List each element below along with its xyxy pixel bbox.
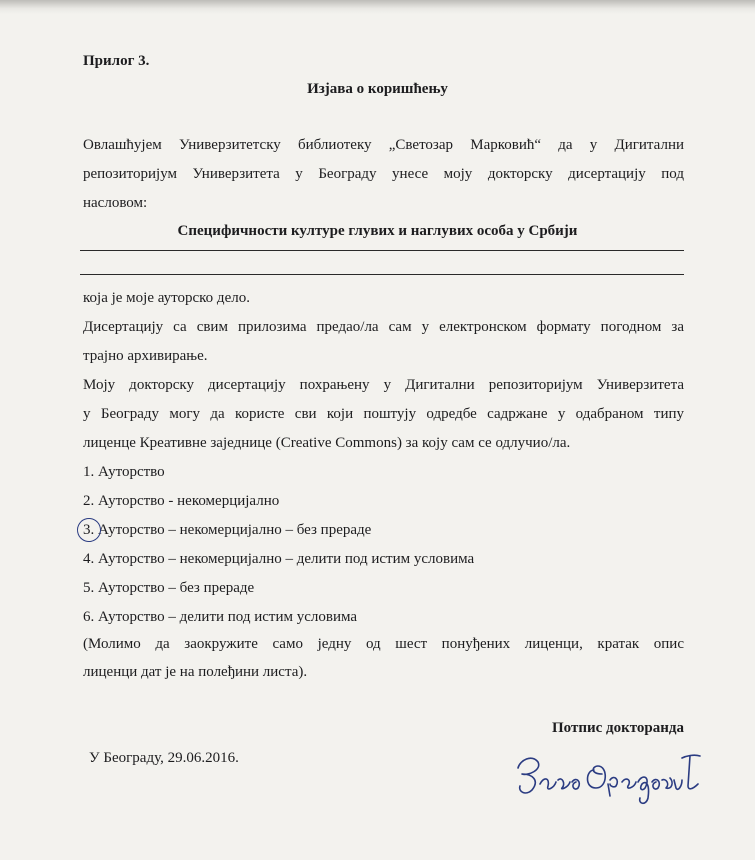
license-option[interactable]: [83, 574, 474, 603]
intro-line: репозиторијум Универзитета у Београду унесе моју докторску дисертацију под: [83, 166, 684, 182]
usage-line: лиценце Креативне заједнице (Creative Commons) за коју сам се одлучио/ла.: [83, 435, 571, 451]
selection-circle-icon: [75, 516, 103, 544]
license-option-selected[interactable]: [83, 516, 474, 545]
license-label: 3. Ауторство – некомерцијално – без прераде: [83, 522, 372, 538]
license-option[interactable]: [83, 545, 474, 574]
license-label: 1. Ауторство: [83, 464, 165, 480]
signature-label: Потпис докторанда: [551, 720, 684, 736]
scan-edge: [0, 0, 755, 14]
page-title: Изјава о коришћењу: [307, 81, 448, 97]
title-underline: [80, 250, 684, 251]
title-underline-2: [80, 274, 684, 275]
intro-line: Овлашћујем Универзитетску библиотеку „Светозар Марковић“ да у Дигитални: [83, 137, 684, 153]
note-line: лиценци дат је на полеђини листа).: [83, 664, 308, 680]
handwritten-signature: [510, 740, 710, 810]
dissertation-title: Специфичности културе глувих и наглувих особа у Србији: [177, 223, 578, 239]
attachment-label: Прилог 3.: [83, 53, 150, 69]
usage-line: Моју докторску дисертацију похрањену у Дигитални репозиторијум Универзитета: [83, 377, 684, 393]
submission-line: Дисертацију са свим прилозима предао/ла сам у електронском формату погодном за: [83, 319, 684, 335]
submission-line: трајно архивирање.: [83, 348, 208, 364]
license-label: 4. Ауторство – некомерцијално – делити под истим условима: [83, 551, 475, 567]
license-label: 2. Ауторство - некомерцијално: [83, 493, 280, 509]
place-date: У Београду, 29.06.2016.: [89, 750, 239, 766]
license-label: 6. Ауторство – делити под истим условима: [83, 609, 358, 625]
license-option[interactable]: [83, 487, 474, 516]
authorship-line: која је моје ауторско дело.: [83, 290, 250, 306]
usage-line: у Београду могу да користе сви који поштују одредбе садржане у одабраном типу: [83, 406, 684, 422]
intro-line: насловом:: [83, 195, 148, 211]
license-option[interactable]: [83, 458, 474, 487]
license-list: [83, 458, 474, 632]
license-label: 5. Ауторство – без прераде: [83, 580, 255, 596]
note-line: (Молимо да заокружите само једну од шест понуђених лиценци, кратак опис: [83, 636, 684, 652]
license-option[interactable]: [83, 603, 474, 632]
